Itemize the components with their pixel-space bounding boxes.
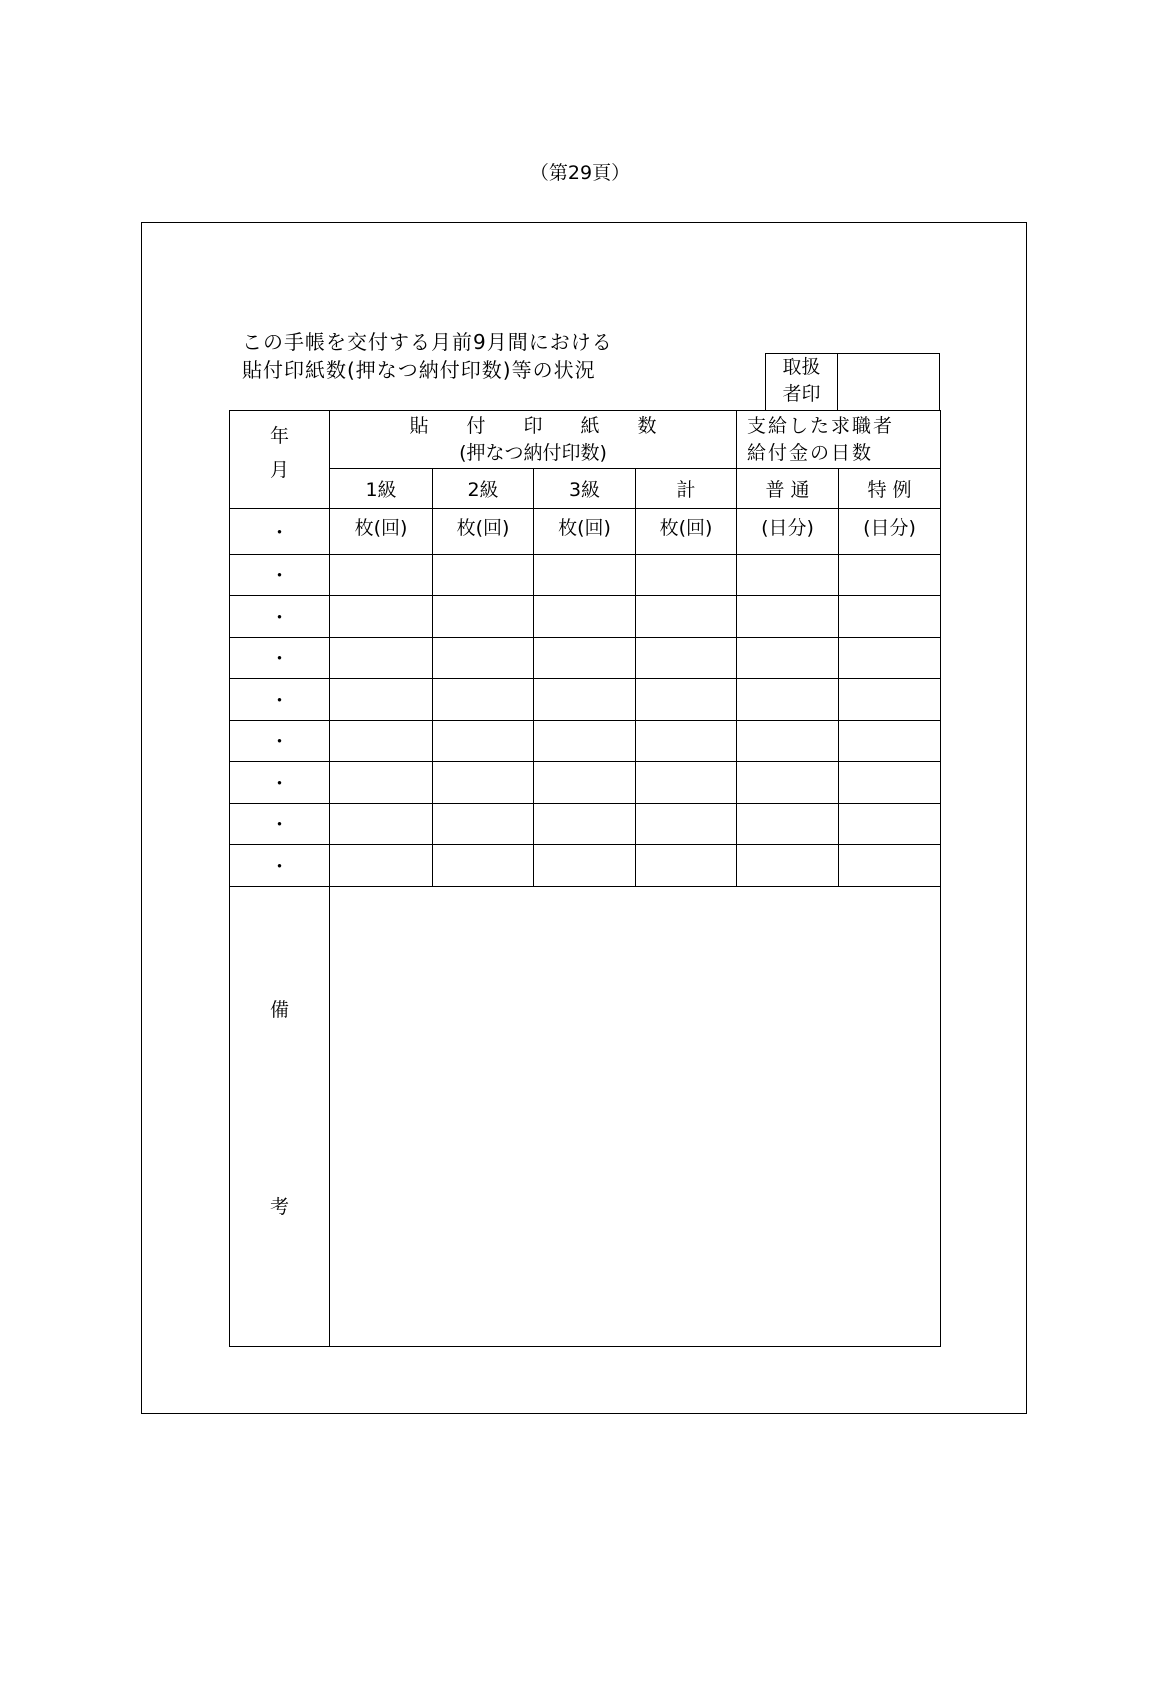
table-row	[230, 679, 941, 721]
entry-cell[interactable]	[839, 845, 941, 887]
row-date[interactable]: ・	[230, 762, 330, 804]
entry-cell[interactable]	[839, 720, 941, 762]
entry-cell[interactable]	[839, 762, 941, 804]
entry-cell[interactable]	[433, 762, 534, 804]
entry-cell[interactable]	[534, 679, 636, 721]
page-number: （第29頁）	[529, 162, 631, 184]
table-row	[230, 637, 941, 679]
col-normal: 普 通	[737, 469, 839, 509]
remarks-label-2: 考	[269, 1195, 289, 1218]
entry-cell[interactable]	[636, 845, 737, 887]
stamps-header-sub: (押なつ納付印数)	[459, 441, 607, 464]
col-total: 計	[636, 469, 737, 509]
table-row	[230, 509, 941, 555]
seal-label-line1: 取扱	[782, 356, 821, 378]
entry-cell[interactable]	[737, 637, 839, 679]
col-special: 特 例	[839, 469, 941, 509]
entry-cell[interactable]	[534, 762, 636, 804]
entry-cell[interactable]	[839, 596, 941, 638]
entry-cell[interactable]	[737, 554, 839, 596]
table-row	[230, 762, 941, 804]
entry-cell[interactable]	[636, 637, 737, 679]
entry-cell[interactable]	[534, 720, 636, 762]
entry-cell[interactable]	[839, 679, 941, 721]
entry-cell[interactable]	[433, 679, 534, 721]
unit-cell[interactable]: (日分)	[737, 509, 839, 555]
entry-cell[interactable]	[839, 637, 941, 679]
entry-cell[interactable]	[433, 596, 534, 638]
entry-cell[interactable]	[737, 803, 839, 845]
intro-line-1: この手帳を交付する月前9月間における	[242, 330, 613, 354]
entry-cell[interactable]	[330, 637, 433, 679]
entry-cell[interactable]	[839, 803, 941, 845]
handler-seal-box	[765, 353, 940, 411]
row-date[interactable]: ・	[230, 679, 330, 721]
table-row	[230, 596, 941, 638]
row-date[interactable]: ・	[230, 803, 330, 845]
table-row	[230, 803, 941, 845]
row-date[interactable]: ・	[230, 509, 330, 555]
row-date[interactable]: ・	[230, 637, 330, 679]
entry-cell[interactable]	[330, 596, 433, 638]
entry-cell[interactable]	[737, 762, 839, 804]
entry-cell[interactable]	[534, 596, 636, 638]
entry-cell[interactable]	[330, 679, 433, 721]
entry-cell[interactable]	[534, 637, 636, 679]
entry-cell[interactable]	[330, 720, 433, 762]
entry-cell[interactable]	[433, 845, 534, 887]
stamp-table	[229, 410, 941, 1347]
entry-cell[interactable]	[839, 554, 941, 596]
row-date[interactable]: ・	[230, 554, 330, 596]
row-date[interactable]: ・	[230, 596, 330, 638]
remarks-label	[230, 886, 330, 1346]
entry-cell[interactable]	[737, 679, 839, 721]
unit-cell[interactable]: 枚(回)	[330, 509, 433, 555]
entry-cell[interactable]	[737, 845, 839, 887]
entry-cell[interactable]	[330, 554, 433, 596]
row-date[interactable]: ・	[230, 845, 330, 887]
col-grade3: 3級	[534, 469, 636, 509]
benefit-header-sub: 給付金の日数	[747, 441, 874, 464]
entry-cell[interactable]	[330, 845, 433, 887]
month-label: 月	[269, 459, 289, 481]
entry-cell[interactable]	[636, 596, 737, 638]
table-row	[230, 720, 941, 762]
table-row	[230, 845, 941, 887]
year-month-header	[230, 411, 330, 509]
entry-cell[interactable]	[737, 596, 839, 638]
table-row	[230, 554, 941, 596]
entry-cell[interactable]	[636, 762, 737, 804]
entry-cell[interactable]	[737, 720, 839, 762]
remarks-row	[230, 886, 941, 1346]
entry-cell[interactable]	[433, 554, 534, 596]
unit-cell[interactable]: (日分)	[839, 509, 941, 555]
unit-cell[interactable]: 枚(回)	[636, 509, 737, 555]
benefit-header-title: 支給した求職者	[747, 414, 895, 437]
entry-cell[interactable]	[433, 720, 534, 762]
benefit-header	[737, 411, 941, 469]
row-date[interactable]: ・	[230, 720, 330, 762]
entry-cell[interactable]	[534, 845, 636, 887]
stamps-header-title: 貼 付 印 紙 数	[409, 414, 657, 437]
entry-cell[interactable]	[330, 803, 433, 845]
entry-cell[interactable]	[534, 554, 636, 596]
entry-cell[interactable]	[636, 803, 737, 845]
intro-line-2: 貼付印紙数(押なつ納付印数)等の状況	[242, 358, 596, 382]
entry-cell[interactable]	[433, 637, 534, 679]
entry-cell[interactable]	[636, 679, 737, 721]
unit-cell[interactable]: 枚(回)	[534, 509, 636, 555]
entry-cell[interactable]	[636, 720, 737, 762]
entry-cell[interactable]	[330, 762, 433, 804]
remarks-label-1: 備	[269, 998, 289, 1021]
entry-cell[interactable]	[534, 803, 636, 845]
col-grade1: 1級	[330, 469, 433, 509]
seal-label-line2: 者印	[782, 383, 821, 405]
unit-cell[interactable]: 枚(回)	[433, 509, 534, 555]
seal-field[interactable]	[838, 354, 939, 411]
year-label: 年	[269, 425, 289, 447]
col-grade2: 2級	[433, 469, 534, 509]
handler-seal-label	[766, 354, 838, 411]
entry-cell[interactable]	[433, 803, 534, 845]
stamps-header	[330, 411, 737, 469]
remarks-field[interactable]	[330, 886, 941, 1346]
entry-cell[interactable]	[636, 554, 737, 596]
